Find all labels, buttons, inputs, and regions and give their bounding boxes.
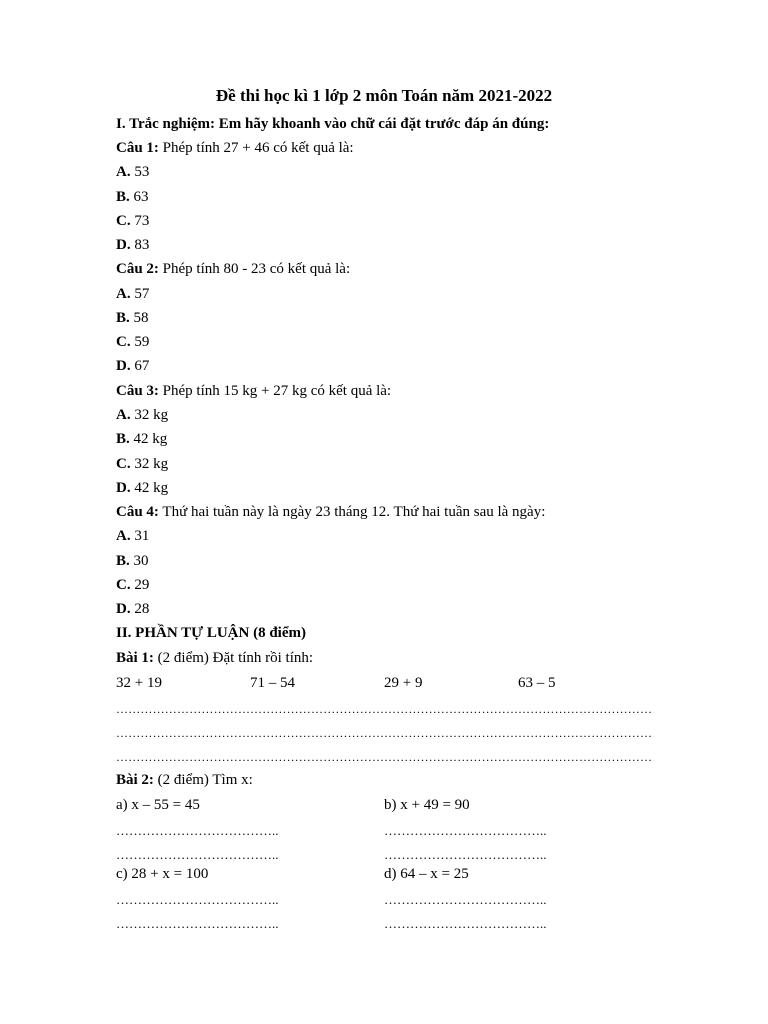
question-4: [116, 504, 545, 521]
option-letter: B.: [116, 553, 130, 569]
answer-blank[interactable]: ……………………………: [384, 702, 519, 716]
option-value: 42 kg: [130, 480, 169, 496]
question-text: Phép tính 15 kg + 27 kg có kết quả là:: [158, 383, 392, 399]
option-value: 31: [130, 528, 150, 544]
option-letter: C.: [116, 213, 131, 229]
bai2-equation-b: b) x + 49 = 90: [384, 797, 470, 813]
option-3a: [116, 407, 168, 424]
option-1c: [116, 213, 149, 230]
bai1-expression-3: 29 + 9: [384, 675, 423, 691]
answer-blank[interactable]: ………………………………..: [384, 892, 547, 907]
option-1b: [116, 189, 149, 206]
option-4a: [116, 528, 149, 545]
question-3: [116, 383, 391, 400]
answer-blank[interactable]: ………………………………..: [116, 847, 279, 862]
option-value: 63: [129, 189, 149, 205]
answer-blank[interactable]: ………………………………..: [116, 916, 279, 931]
option-3c: [116, 456, 168, 473]
question-label: Câu 4:: [116, 504, 159, 520]
option-value: 83: [130, 237, 150, 253]
option-letter: A.: [116, 407, 131, 423]
option-letter: C.: [116, 334, 131, 350]
option-value: 28: [130, 601, 150, 617]
option-4b: [116, 553, 149, 570]
option-letter: D.: [116, 358, 131, 374]
answer-blank[interactable]: ……………………………: [116, 702, 251, 716]
option-4c: [116, 577, 149, 594]
answer-blank[interactable]: ………………………………..: [384, 916, 547, 931]
question-text: Phép tính 80 - 23 có kết quả là:: [158, 261, 351, 277]
answer-blank[interactable]: ……………………………: [518, 702, 653, 716]
answer-blank[interactable]: ……………………………: [250, 750, 385, 764]
answer-blank[interactable]: ………………………………..: [384, 823, 547, 838]
option-value: 73: [130, 213, 150, 229]
option-1a: [116, 164, 149, 181]
option-value: 30: [129, 553, 149, 569]
option-value: 32 kg: [130, 456, 169, 472]
bai2-label: Bài 2:: [116, 772, 154, 788]
answer-blank[interactable]: ………………………………..: [116, 823, 279, 838]
bai2-text: (2 điểm) Tìm x:: [153, 772, 253, 788]
answer-blank[interactable]: ……………………………: [518, 726, 653, 740]
option-3d: [116, 480, 168, 497]
bai2-equation-d: d) 64 – x = 25: [384, 866, 469, 882]
option-value: 59: [130, 334, 150, 350]
option-4d: [116, 601, 149, 618]
question-label: Câu 1:: [116, 140, 159, 156]
answer-blank[interactable]: ……………………………: [116, 750, 251, 764]
bai1-text: (2 điểm) Đặt tính rồi tính:: [153, 650, 314, 666]
question-text: Thứ hai tuần này là ngày 23 tháng 12. Thứ hai tuần sau là ngày:: [158, 504, 546, 520]
bai2-equation-a: a) x – 55 = 45: [116, 797, 200, 813]
answer-blank[interactable]: ……………………………: [518, 750, 653, 764]
option-letter: B.: [116, 189, 130, 205]
answer-blank[interactable]: ……………………………: [384, 726, 519, 740]
bai2-prompt: [116, 772, 253, 789]
page-title: Đề thi học kì 1 lớp 2 môn Toán năm 2021-2022: [215, 86, 553, 105]
question-text: Phép tính 27 + 46 có kết quả là:: [158, 140, 354, 156]
option-2c: [116, 334, 149, 351]
option-letter: C.: [116, 577, 131, 593]
question-label: Câu 2:: [116, 261, 159, 277]
option-3b: [116, 431, 167, 448]
option-2a: [116, 286, 149, 303]
option-letter: C.: [116, 456, 131, 472]
option-value: 67: [130, 358, 150, 374]
answer-blank[interactable]: ……………………………: [250, 726, 385, 740]
bai1-expression-2: 71 – 54: [250, 675, 295, 691]
option-letter: D.: [116, 237, 131, 253]
question-2: [116, 261, 350, 278]
part1-heading: I. Trắc nghiệm: Em hãy khoanh vào chữ cái đặt trước đáp án đúng:: [116, 116, 550, 132]
option-value: 32 kg: [130, 407, 169, 423]
answer-blank[interactable]: ………………………………..: [116, 892, 279, 907]
option-letter: A.: [116, 286, 131, 302]
bai1-prompt: [116, 650, 313, 667]
answer-blank[interactable]: ……………………………: [250, 702, 385, 716]
bai1-label: Bài 1:: [116, 650, 154, 666]
part2-heading: II. PHẦN TỰ LUẬN (8 điểm): [116, 625, 306, 641]
option-letter: A.: [116, 528, 131, 544]
option-value: 53: [130, 164, 150, 180]
bai1-expression-1: 32 + 19: [116, 675, 162, 691]
option-2b: [116, 310, 149, 327]
answer-blank[interactable]: ……………………………: [116, 726, 251, 740]
option-letter: D.: [116, 480, 131, 496]
option-letter: A.: [116, 164, 131, 180]
option-letter: B.: [116, 431, 130, 447]
option-letter: D.: [116, 601, 131, 617]
question-label: Câu 3:: [116, 383, 159, 399]
question-1: [116, 140, 354, 157]
answer-blank[interactable]: ……………………………: [384, 750, 519, 764]
bai2-equation-c: c) 28 + x = 100: [116, 866, 209, 882]
option-letter: B.: [116, 310, 130, 326]
option-value: 58: [129, 310, 149, 326]
option-1d: [116, 237, 149, 254]
answer-blank[interactable]: ………………………………..: [384, 847, 547, 862]
option-value: 42 kg: [129, 431, 168, 447]
option-2d: [116, 358, 149, 375]
option-value: 57: [130, 286, 150, 302]
option-value: 29: [130, 577, 150, 593]
bai1-expression-4: 63 – 5: [518, 675, 556, 691]
